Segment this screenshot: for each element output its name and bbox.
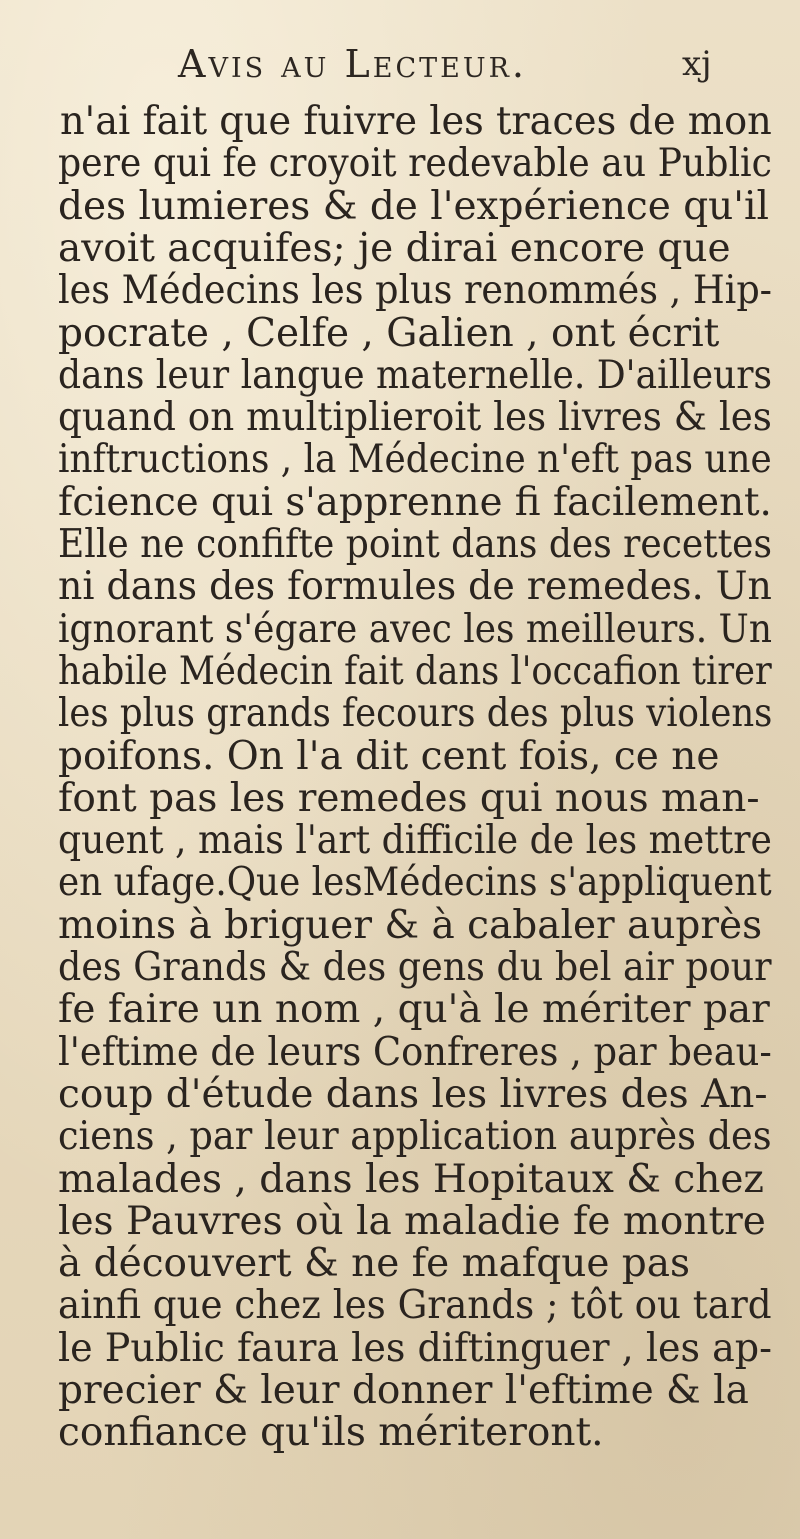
text-line: l'eftime de leurs Confreres , par beau- [58, 1029, 772, 1075]
text-line: font pas les remedes qui nous man- [58, 775, 760, 821]
text-line: moins à briguer & à cabaler auprès [58, 902, 763, 948]
text-line: ignorant s'égare avec les meilleurs. Un [58, 606, 772, 652]
running-title: Avis au Lecteur. [178, 42, 527, 86]
text-line: en ufage.Que lesMédecins s'appliquent [58, 860, 772, 906]
text-line: coup d'étude dans les livres des An- [58, 1071, 768, 1117]
text-line: fe faire un nom , qu'à le mériter par [58, 987, 770, 1033]
text-line: n'ai fait que fuivre les traces de mon [60, 99, 772, 144]
text-line: quand on multiplieroit les livres & les [58, 395, 772, 441]
text-line: Elle ne confifte point dans des recettes [58, 522, 772, 567]
text-line: confiance qu'ils mériteront. [58, 1410, 604, 1456]
text-line: avoit acquifes; je dirai encore que [58, 225, 731, 271]
text-line: habile Médecin fait dans l'occafion tirer [58, 648, 772, 694]
text-line: pere qui fe croyoit redevable au Public [58, 141, 772, 187]
text-line: pocrate , Celfe , Galien , ont écrit [58, 310, 720, 356]
page-header [0, 42, 800, 102]
text-line: fcience qui s'apprenne fi facilement. [58, 479, 772, 525]
text-line: inftructions , la Médecine n'eft pas une [58, 437, 772, 483]
text-line: ainfi que chez les Grands ; tôt ou tard [58, 1283, 772, 1329]
text-line: malades , dans les Hopitaux & chez [58, 1156, 764, 1202]
text-line: à découvert & ne fe mafque pas [58, 1241, 691, 1287]
text-line: des Grands & des gens du bel air pour [58, 945, 772, 990]
text-line: des lumieres & de l'expérience qu'il [58, 183, 769, 229]
text-line: ciens , par leur application auprès des [58, 1114, 772, 1160]
text-line: les Médecins les plus renommés , Hip- [58, 268, 773, 314]
text-line: les plus grands fecours des plus violens [58, 691, 773, 737]
text-line: le Public faura les diftinguer , les ap- [58, 1325, 773, 1371]
text-line: quent , mais l'art difficile de les mettre [58, 818, 772, 864]
text-line: ni dans des formules de remedes. Un [58, 564, 772, 610]
text-line: precier & leur donner l'eftime & la [58, 1368, 749, 1413]
page-number: xj [682, 44, 712, 84]
text-line: dans leur langue maternelle. D'ailleurs [58, 352, 773, 398]
text-line: les Pauvres où la maladie fe montre [58, 1198, 766, 1244]
text-line: poifons. On l'a dit cent fois, ce ne [58, 733, 720, 779]
